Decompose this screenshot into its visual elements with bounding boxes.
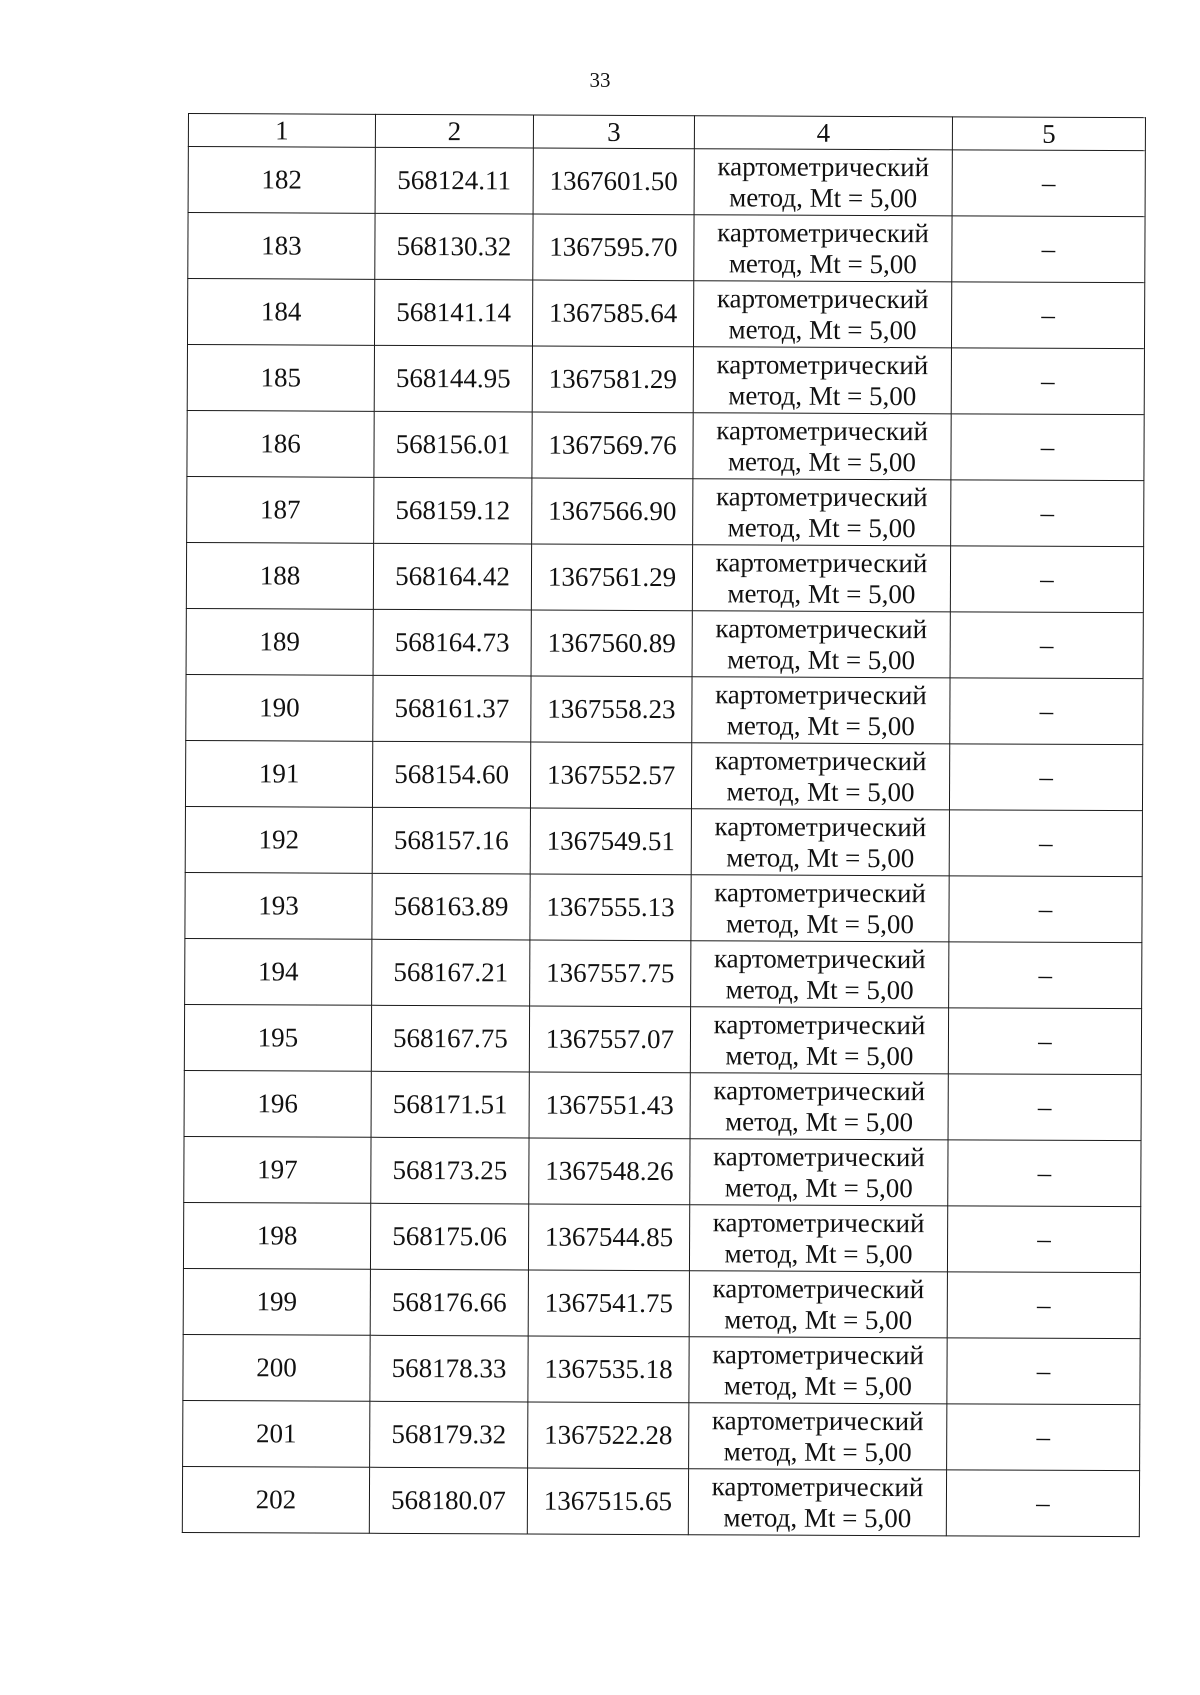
method-line-1: картометрический [713, 942, 926, 974]
method-line-2: метод, Mt = 5,00 [727, 445, 917, 477]
table-header-row [188, 114, 1145, 151]
point-number-cell: 186 [187, 410, 374, 477]
point-number-cell: 189 [186, 608, 373, 675]
method-line-1: картометрический [716, 282, 929, 314]
method-line-1: картометрический [712, 1272, 925, 1304]
method-line-2: метод, Mt = 5,00 [725, 973, 914, 1005]
method-line-1: картометрический [715, 480, 928, 512]
method-cell [692, 677, 950, 744]
method-line-2: метод, Mt = 5,00 [723, 1435, 912, 1467]
note-cell: – [949, 942, 1142, 1009]
method-line-1: картометрический [713, 1074, 926, 1106]
note-cell: – [946, 1470, 1139, 1537]
x-coordinate-cell: 568144.95 [374, 345, 532, 412]
point-number-cell: 202 [182, 1466, 369, 1533]
table-row [188, 147, 1145, 217]
method-cell [691, 941, 949, 1008]
note-cell: – [947, 1404, 1140, 1471]
method-line-1: картометрический [717, 216, 929, 248]
method-cell [692, 611, 950, 678]
x-coordinate-cell: 568157.16 [372, 807, 530, 874]
point-number-cell: 200 [183, 1334, 370, 1401]
x-coordinate-cell: 568141.14 [374, 279, 532, 346]
method-line-1: картометрический [712, 1206, 925, 1238]
method-line-1: картометрический [713, 1140, 925, 1172]
point-number-cell: 201 [183, 1400, 370, 1467]
note-cell: – [947, 1338, 1140, 1405]
method-cell [688, 1469, 946, 1536]
x-coordinate-cell: 568173.25 [371, 1137, 529, 1204]
method-cell [691, 809, 949, 876]
y-coordinate-cell: 1367561.29 [531, 544, 692, 611]
x-coordinate-cell: 568171.51 [371, 1071, 529, 1138]
method-cell [693, 479, 951, 546]
y-coordinate-cell: 1367541.75 [528, 1270, 689, 1337]
point-number-cell: 194 [185, 938, 372, 1005]
x-coordinate-cell: 568175.06 [370, 1203, 528, 1270]
y-coordinate-cell: 1367595.70 [533, 214, 694, 281]
method-cell [694, 215, 952, 282]
note-cell: – [950, 546, 1143, 613]
table-row [186, 542, 1143, 612]
method-cell [690, 1073, 948, 1140]
point-number-cell: 187 [187, 476, 374, 543]
page-number: 33 [589, 68, 611, 92]
table-row [185, 740, 1142, 810]
point-number-cell: 192 [185, 806, 372, 873]
table-row [187, 279, 1144, 349]
note-cell: – [949, 876, 1142, 943]
method-line-1: картометрический [714, 744, 927, 776]
table-row [183, 1334, 1140, 1404]
method-line-1: картометрический [711, 1470, 924, 1502]
y-coordinate-cell: 1367555.13 [530, 874, 691, 941]
point-number-cell: 199 [183, 1268, 370, 1335]
x-coordinate-cell: 568124.11 [375, 147, 533, 214]
point-number-cell: 188 [186, 542, 373, 609]
method-cell [690, 1139, 948, 1206]
column-header-5: 5 [952, 117, 1145, 151]
note-cell: – [951, 414, 1144, 481]
point-number-cell: 184 [187, 279, 374, 346]
y-coordinate-cell: 1367569.76 [532, 412, 693, 479]
y-coordinate-cell: 1367551.43 [529, 1072, 690, 1139]
x-coordinate-cell: 568164.73 [373, 609, 531, 676]
method-line-2: метод, Mt = 5,00 [726, 709, 915, 741]
method-cell [692, 545, 950, 612]
method-cell [689, 1403, 947, 1470]
method-line-2: метод, Mt = 5,00 [728, 247, 917, 279]
method-line-1: картометрический [715, 678, 927, 710]
method-line-2: метод, Mt = 5,00 [725, 907, 915, 939]
method-line-1: картометрический [714, 876, 926, 908]
table-row [187, 476, 1144, 546]
point-number-cell: 190 [186, 674, 373, 741]
x-coordinate-cell: 568167.21 [372, 939, 530, 1006]
note-cell: – [950, 678, 1143, 745]
x-coordinate-cell: 568164.42 [373, 543, 531, 610]
method-line-2: метод, Mt = 5,00 [729, 181, 918, 213]
note-cell: – [952, 150, 1145, 217]
method-line-1: картометрический [717, 150, 930, 182]
point-number-cell: 196 [184, 1070, 371, 1137]
method-cell [689, 1337, 947, 1404]
table-row [183, 1268, 1140, 1338]
method-line-1: картометрический [711, 1404, 924, 1436]
method-line-2: метод, Mt = 5,00 [724, 1171, 913, 1203]
method-line-2: метод, Mt = 5,00 [723, 1501, 912, 1533]
method-line-1: картометрический [715, 546, 928, 578]
method-line-2: метод, Mt = 5,00 [727, 643, 916, 675]
y-coordinate-cell: 1367535.18 [528, 1336, 689, 1403]
x-coordinate-cell: 568156.01 [374, 411, 532, 478]
point-number-cell: 185 [187, 344, 374, 411]
y-coordinate-cell: 1367544.85 [528, 1204, 689, 1271]
table-row [187, 410, 1144, 480]
y-coordinate-cell: 1367601.50 [533, 148, 694, 215]
y-coordinate-cell: 1367548.26 [529, 1138, 690, 1205]
point-number-cell: 183 [188, 213, 375, 280]
method-cell [690, 1007, 948, 1074]
method-line-2: метод, Mt = 5,00 [727, 577, 916, 609]
table-row [183, 1400, 1140, 1470]
y-coordinate-cell: 1367552.57 [530, 742, 691, 809]
method-line-2: метод, Mt = 5,00 [728, 313, 917, 345]
y-coordinate-cell: 1367522.28 [528, 1402, 689, 1469]
table-row [184, 1070, 1141, 1140]
x-coordinate-cell: 568179.32 [370, 1401, 528, 1468]
table-row [185, 872, 1142, 942]
note-cell: – [948, 1008, 1141, 1075]
x-coordinate-cell: 568176.66 [370, 1269, 528, 1336]
method-cell [691, 743, 949, 810]
x-coordinate-cell: 568130.32 [375, 213, 533, 280]
y-coordinate-cell: 1367515.65 [527, 1468, 688, 1535]
y-coordinate-cell: 1367585.64 [532, 280, 693, 347]
note-cell: – [949, 810, 1142, 877]
table-row [186, 674, 1143, 744]
note-cell: – [948, 1074, 1141, 1141]
x-coordinate-cell: 568161.37 [373, 675, 531, 742]
x-coordinate-cell: 568180.07 [369, 1467, 527, 1534]
method-line-2: метод, Mt = 5,00 [726, 841, 915, 873]
table-body [182, 147, 1145, 1537]
method-cell [689, 1271, 947, 1338]
point-number-cell: 198 [183, 1202, 370, 1269]
method-line-1: картометрический [715, 612, 928, 644]
column-header-1: 1 [188, 114, 375, 148]
column-header-4: 4 [694, 116, 952, 150]
method-cell [691, 875, 949, 942]
method-cell [693, 281, 951, 348]
note-cell: – [947, 1206, 1140, 1273]
y-coordinate-cell: 1367557.75 [530, 940, 691, 1007]
y-coordinate-cell: 1367557.07 [529, 1006, 690, 1073]
method-cell [693, 413, 951, 480]
y-coordinate-cell: 1367549.51 [530, 808, 691, 875]
x-coordinate-cell: 568178.33 [370, 1335, 528, 1402]
method-line-2: метод, Mt = 5,00 [724, 1237, 913, 1269]
coordinates-table [182, 113, 1146, 1537]
table-row [186, 608, 1143, 678]
point-number-cell: 193 [185, 872, 372, 939]
point-number-cell: 182 [188, 147, 375, 214]
method-line-1: картометрический [714, 810, 927, 842]
method-line-1: картометрический [713, 1008, 926, 1040]
x-coordinate-cell: 568154.60 [372, 741, 530, 808]
method-line-2: метод, Mt = 5,00 [725, 1105, 914, 1137]
y-coordinate-cell: 1367581.29 [532, 346, 693, 413]
method-line-1: картометрический [712, 1338, 924, 1370]
method-line-1: картометрический [716, 414, 929, 446]
point-number-cell: 191 [185, 740, 372, 807]
method-line-2: метод, Mt = 5,00 [725, 1039, 914, 1071]
method-line-2: метод, Mt = 5,00 [724, 1303, 913, 1335]
note-cell: – [952, 216, 1145, 283]
note-cell: – [951, 480, 1144, 547]
method-line-1: картометрический [716, 348, 929, 380]
method-line-2: метод, Mt = 5,00 [726, 775, 915, 807]
note-cell: – [951, 282, 1144, 349]
table-row [187, 344, 1144, 414]
table-row [184, 1136, 1141, 1206]
table-row [185, 938, 1142, 1008]
note-cell: – [947, 1272, 1140, 1339]
table-row [185, 806, 1142, 876]
method-cell [694, 149, 952, 216]
x-coordinate-cell: 568159.12 [374, 477, 532, 544]
note-cell: – [948, 1140, 1141, 1207]
table-row [183, 1202, 1140, 1272]
y-coordinate-cell: 1367566.90 [532, 478, 693, 545]
note-cell: – [951, 348, 1144, 415]
point-number-cell: 197 [184, 1136, 371, 1203]
table-row [184, 1004, 1141, 1074]
x-coordinate-cell: 568163.89 [372, 873, 530, 940]
method-cell [689, 1205, 947, 1272]
method-cell [693, 347, 951, 414]
method-line-2: метод, Mt = 5,00 [728, 379, 917, 411]
method-line-2: метод, Mt = 5,00 [727, 511, 916, 543]
note-cell: – [949, 744, 1142, 811]
y-coordinate-cell: 1367558.23 [531, 676, 692, 743]
point-number-cell: 195 [184, 1004, 371, 1071]
column-header-2: 2 [375, 114, 533, 148]
table-row [188, 213, 1145, 283]
method-line-2: метод, Mt = 5,00 [723, 1369, 913, 1401]
note-cell: – [950, 612, 1143, 679]
y-coordinate-cell: 1367560.89 [531, 610, 692, 677]
table-row [182, 1466, 1139, 1536]
column-header-3: 3 [533, 115, 694, 149]
x-coordinate-cell: 568167.75 [371, 1005, 529, 1072]
